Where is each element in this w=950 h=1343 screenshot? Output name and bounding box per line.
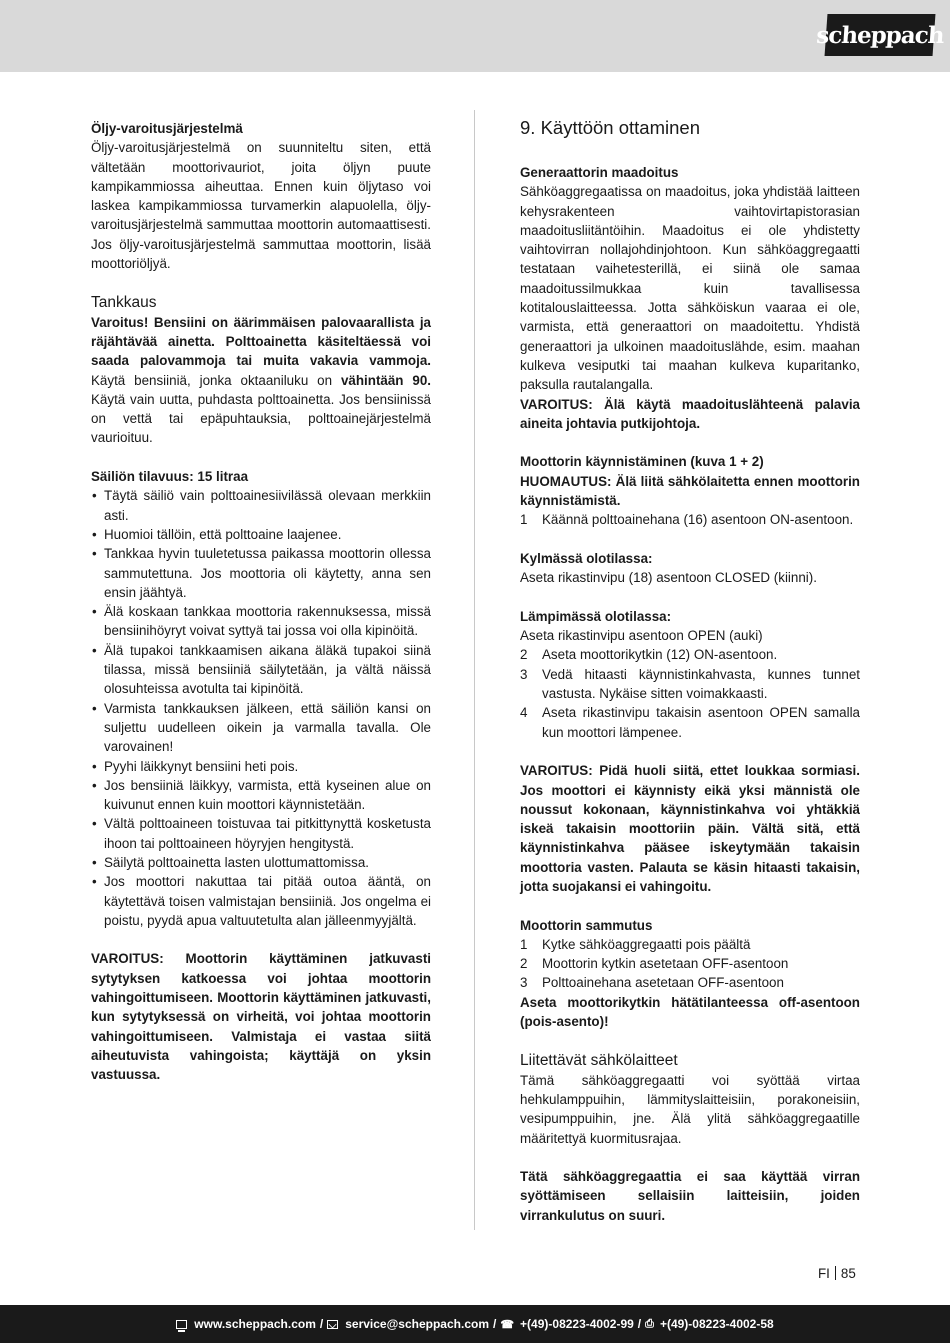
step-text: Moottorin kytkin asetetaan OFF-asentoon [542,956,789,972]
octane-text: Käytä bensiiniä, jonka oktaaniluku on [91,372,341,388]
engine-stop-section [520,916,860,1032]
footer-phone: +(49)-08223-4002-99 [520,1317,634,1331]
tank-capacity-title: Säiliön tilavuus: 15 litraa [91,469,249,485]
grounding-warning: VAROITUS: Älä käytä maadoituslähteenä palavia aineita johtavia putkijohtoja. [520,396,860,431]
step-text: Aseta rikastinvipu takaisin asentoon OPEN samalla kun moottori lämpenee. [542,705,860,740]
header-band [0,0,950,72]
footer-separator: / [319,1317,324,1331]
step-text: Polttoainehana asetetaan OFF-asentoon [542,975,784,991]
oil-warning-title: Öljy-varoitusjärjestelmä [91,121,243,136]
cold-state-title: Kylmässä olotilassa: [520,550,653,566]
warm-state-steps [520,645,860,741]
list-item [520,954,860,973]
step-number: 3 [520,666,528,682]
list-item [520,973,860,992]
warm-state-text: Aseta rikastinvipu asentoon OPEN (auki) [520,628,763,644]
oil-warning-text: Öljy-varoitusjärjestelmä on suunniteltu siten, että vältetään moottorivauriot, joita öljyn puute kampikammiossa aiheuttaa. Ennen kuin öljytaso voi laskea kampikammiossa turvamerkin alapuolella, öljy-varoitusjärjestelmä sammuttaa moottorin automaattisesti. Jos öljy-varoitusjärjestelmä sammuttaa moottorin, lisää moottoriöljyä. [91,140,431,272]
step-number: 2 [520,647,528,663]
footer-separator: / [637,1317,642,1331]
list-item: • Säilytä polttoainetta lasten ulottumattomissa. [91,853,431,872]
language-code: FI [818,1266,830,1281]
list-item [520,665,860,704]
cold-state-text: Aseta rikastinvipu (18) asentoon CLOSED (kiinni). [520,570,817,586]
refueling-text [91,313,431,448]
list-item: • Vältä polttoaineen toistuvaa tai pitkittynyttä kosketusta ihoon tai polttoaineen höyryjen hengitystä. [91,814,431,853]
list-item: • Huomioi tällöin, että polttoaine laajenee. [91,525,431,544]
devices-heading: Liitettävät sähkölaitteet [520,1051,678,1069]
engine-start-note: HUOMAUTUS: Älä liitä sähkölaitetta ennen moottorin käynnistämistä. [520,473,860,509]
engine-stop-title: Moottorin sammutus [520,917,653,933]
left-column [91,119,431,1104]
list-item: • Pyyhi läikkynyt bensiini heti pois. [91,757,431,776]
footer-bar [0,1305,950,1343]
list-item [520,703,860,742]
warm-state-title: Lämpimässä olotilassa: [520,608,672,624]
high-load-note: Tätä sähköaggregaattia ei saa käyttää virran syöttämiseen sellaisiin laitteisiin, joiden virrankulutus on suuri. [520,1169,860,1223]
step-number: 1 [520,512,528,528]
warm-state-section [520,607,860,742]
engine-start-steps [520,510,860,529]
step-number: 2 [520,956,528,972]
right-column [520,119,860,1244]
page-number-value: 85 [840,1266,856,1281]
step-number: 1 [520,936,528,952]
list-item: • Jos moottori nakuttaa tai pitää outoa ääntä, on käytettävä toisen valmistajan bensiiniä. Jos ongelma ei poistu, pyydä apua valtuutetulta alan jälleenmyyjältä. [91,872,431,930]
footer-fax: +(49)-08223-4002-58 [659,1317,774,1331]
fuel-quality-text: Käytä vain uutta, puhdasta polttoainetta. Jos bensiinissä on vettä tai epäpuhtauksia, polttoainejärjestelmä vaurioituu. [91,391,431,446]
grounding-text: Sähköaggregaatissa on maadoitus, joka yhdistää laitteen kehysrakenteen vaihtovirtapistorasian maadoitusliitäntöihin. Maadoitus ei ole yhdistetty vaihtovirran nollajohdinjohtoon. Kun sähköaggregaatti testataan vaihetesterillä, ei siinä ole samaa maadoitussilmukkaa kuin tavallisessa kotitalouslaitteessa. Jotta sähköiskun vaaraa ei ole, varmista, että generaattori on maadoitettu. Yhdistä generaattori ja ulkoinen maadoituslähde, esim. maahan kulkeva vesiputki tai maahan kulkeva kuparitanko, paksulla rautalangalla. [520,184,860,393]
step-text: Käännä polttoainehana (16) asentoon ON-asentoon. [542,512,854,528]
list-item: • Täytä säiliö vain polttoainesiivilässä olevaan merkkiin asti. [91,486,431,525]
footer-website-link[interactable]: www.scheppach.com [194,1317,316,1331]
list-item [520,510,860,529]
list-item [520,935,860,954]
step-number: 4 [520,705,528,721]
devices-section [520,1051,860,1148]
refueling-bullets [91,486,431,930]
grounding-section [520,163,860,433]
list-item: • Varmista tankkauksen jälkeen, että säiliön kansi on suljettu uudelleen oikein ja varmalla tavalla. Ole varovainen! [91,699,431,757]
chapter-title: 9. Käyttöön ottaminen [520,117,700,138]
refueling-heading: Tankkaus [91,293,157,311]
footer-email-link[interactable]: service@scheppach.com [345,1317,489,1331]
step-text: Aseta moottorikytkin (12) ON-asentoon. [542,647,778,663]
step-number: 3 [520,975,528,991]
list-item: • Tankkaa hyvin tuuletetussa paikassa moottorin ollessa sammutettuna. Jos moottoria oli käytetty, anna sen ensin jäähtyä. [91,544,431,602]
oil-warning-section [91,119,431,273]
scheppach-logo: scheppach [825,14,936,56]
emergency-note: Aseta moottorikytkin hätätilanteessa off-asentoon (pois-asento)! [520,994,860,1030]
column-divider [474,110,475,1230]
engine-stop-steps [520,935,860,993]
monitor-icon [176,1320,187,1329]
ignition-warning: VAROITUS: Moottorin käyttäminen jatkuvasti sytytyksen katkoessa voi johtaa moottorin vahingoittumiseen. Moottorin käyttäminen jatkuvasti, kun sytytyksessä on virheitä, voi johtaa moottorin vahingoittumiseen. Valmistaja ei vastaa siitä aiheutuvista vahingoista; käyttäjä on yksin vastuussa. [91,951,431,1083]
page-number [818,1265,856,1283]
octane-value: vähintään 90. [340,372,432,388]
engine-start-title: Moottorin käynnistäminen (kuva 1 + 2) [520,454,764,470]
tank-capacity-section [91,467,431,930]
refueling-section [91,293,431,448]
list-item: • Älä tupakoi tankkaamisen aikana äläkä tupakoi siinä tilassa, missä bensiiniä säilytetään, ja vältä näissä olosuhteissa avotulta tai kipinöitä. [91,641,431,699]
cold-state-section [520,549,860,588]
fax-icon: ⎙ [645,1317,654,1330]
step-text: Kytke sähköaggregaatti pois päältä [542,936,751,952]
list-item [520,645,860,664]
step-text: Vedä hitaasti käynnistinkahvasta, kunnes tunnet vastusta. Nykäise sitten voimakkaasti. [542,666,860,702]
footer-separator: / [493,1317,497,1331]
devices-text: Tämä sähköaggregaatti voi syöttää virtaa hehkulamppuihin, lämmityslaitteisiin, porakoneisiin, vesipumppuihin, jne. Älä ylitä sähköaggregaatille määritettyä kuormitusrajaa. [520,1072,860,1146]
mail-icon [327,1320,338,1329]
page-number-separator [835,1266,836,1280]
refueling-warning: Varoitus! Bensiini on äärimmäisen palovaarallista ja räjähtävää ainetta. Polttoainetta käsiteltäessä voi saada palovammoja tai muita vakavia vammoja. [91,314,431,369]
recoil-warning: VAROITUS: Pidä huoli siitä, ettet loukkaa sormiasi. Jos moottori ei käynnisty eikä yksi männistä ole noussut kokonaan, käynnistinkahva voi yhtäkkiä iskeä takaisin moottoriin päin. Vältä sitä, että käynnistinkahva pääsee iskeytymään takaisin moottoria vasten. Palauta se käsin hitaasti takaisin, jotta suojakansi ei vahingoitu. [520,763,860,894]
list-item: • Jos bensiiniä läikkyy, varmista, että kyseinen alue on kuivunut ennen kuin moottori käynnistetään. [91,776,431,815]
list-item: • Älä koskaan tankkaa moottoria rakennuksessa, missä bensiinihöyryt voivat syttyä tai jossa voi olla kipinöitä. [91,602,431,641]
phone-icon: ☎ [500,1318,515,1331]
engine-start-section [520,452,860,529]
grounding-title: Generaattorin maadoitus [520,165,679,180]
